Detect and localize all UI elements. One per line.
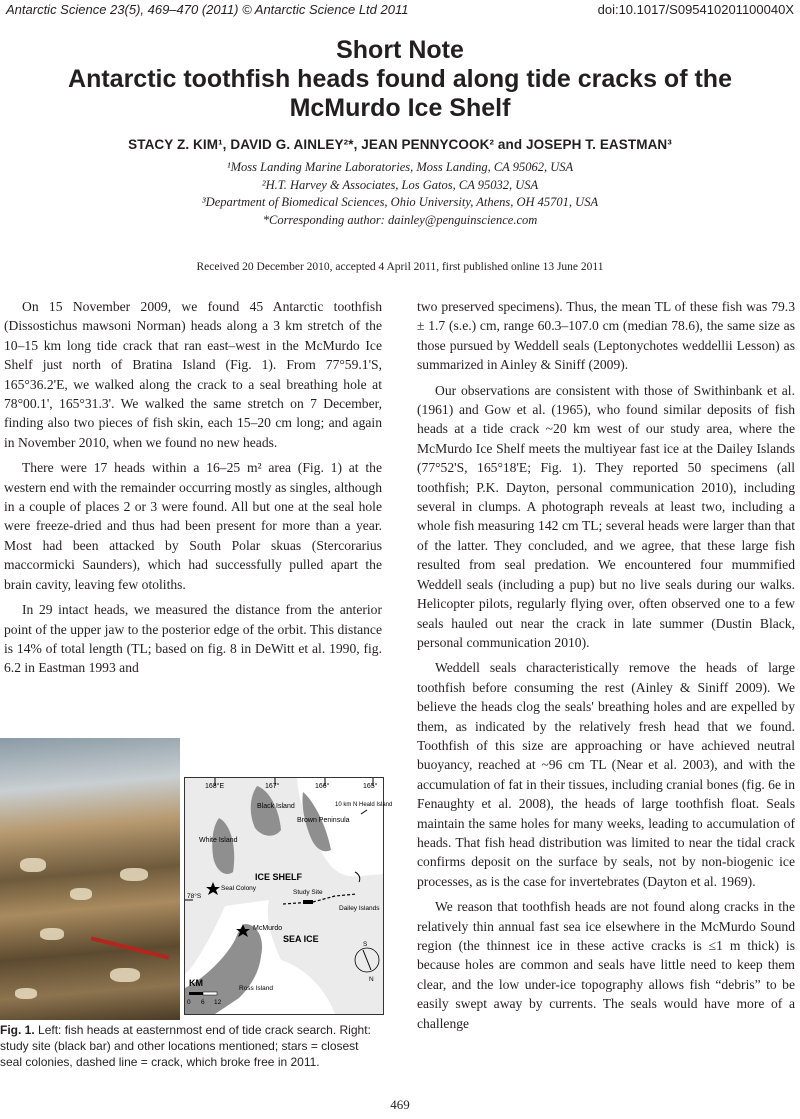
figure-caption-text: Left: fish heads at easternmost end of tide crack search. Right: study site (black bar) and other locations mentioned; stars = closest seal colonies, dashed line = crack, which broke free in 2011. [0,1023,371,1069]
paragraph: On 15 November 2009, we found 45 Antarctic toothfish (Dissostichus mawsoni Norman) heads along a 3 km stretch of the 10–15 km long tide crack that ran east–west in the McMurdo Ice Shelf just north of Bratina Island (Fig. 1). From 77°59.1'S, 165°36.2'E, we walked along the crack to a seal breathing hole at 78°00.1', 165°31.3'. We walked the same stretch on 7 December, finding also two pieces of fish skin, each 15–20 cm long; and again in November 2010, when we found no new heads. [4,299,382,450]
map-label-lon-166: 166° [315,783,330,790]
figure-caption [0,1022,382,1070]
page-number: 469 [390,1097,410,1112]
study-site-bar [303,900,313,904]
body-column-left [4,297,382,678]
compass-label-s: S [363,941,368,948]
map-label-seal-colony: Seal Colony [221,885,257,892]
map-label-study-site: Study Site [293,889,323,896]
body-column-right [417,297,795,1033]
map-label-white-island: White Island [199,837,238,844]
article-title-line1: Antarctic toothfish heads found along tide cracks of the [68,65,732,93]
map-label-brown-peninsula: Brown Peninsula [297,817,350,824]
map-scale-title: KM [189,978,203,988]
map-scale-tick-6: 6 [201,999,205,1006]
running-head-doi: doi:10.1017/S095410201100040X [597,2,794,17]
measuring-rod [91,936,170,959]
map-label-lon-165: 165° [363,783,378,790]
compass-label-n: N [369,976,374,983]
map-label-ross-island: Ross Island [239,985,273,992]
fish-head-shape [20,858,46,872]
figure-caption-label: Fig. 1. [0,1023,35,1037]
fish-head-shape [40,928,64,940]
map-label-ice-shelf: ICE SHELF [255,872,303,882]
fish-heads-photo [0,738,180,1020]
affiliation-1: ¹Moss Landing Marine Laboratories, Moss Landing, CA 95062, USA [226,160,574,174]
map-scale-tick-0: 0 [187,999,191,1006]
study-site-map [184,777,393,1015]
map-label-mcmurdo: McMurdo [253,925,283,932]
map-label-heald-island: 10 km N Heald Island [335,802,393,808]
received-dates: Received 20 December 2010, accepted 4 April 2011, first published online 13 June 2011 [196,261,604,273]
map-label-sea-ice: SEA ICE [283,934,319,944]
fish-head-shape [70,888,92,900]
map-graphic [185,778,393,1014]
fish-head-shape [110,968,140,982]
paragraph: Our observations are consistent with those of Swithinbank et al. (1961) and Gow et al. (1965), who found similar deposits of fish heads at a tide crack ~20 km west of our study area, where the McMurdo Ice Shelf meets the multiyear fast ice at the Dailey Islands (77°52'S, 165°18'E; Fig. 1). They reported 50 specimens (all toothfish; P.K. Dayton, personal communication 2010), including several in clumps. A photograph reveals at least two, including a whole fish measuring 142 cm TL; several heads were larger than that of the latter. They concluded, and we agree, that these large fish resulted from seal predation. We encountered four mummified Weddell seals (including a pup) but no live seals during our walks. Helicopter pilots, regularly flying over, often observed one to a few seals hauled out near the crack in late summer (Dustin Black, personal communication 2010). [417,382,795,650]
fish-head-shape [15,988,37,999]
map-label-black-island: Black Island [257,803,295,810]
map-label-lon-168: 168°E [205,783,225,790]
affiliation-2: ²H.T. Harvey & Associates, Los Gatos, CA 95032, USA [261,178,539,192]
running-head-left: Antarctic Science 23(5), 469–470 (2011) © Antarctic Science Ltd 2011 [6,2,409,17]
affiliation-3: ³Department of Biomedical Sciences, Ohio University, Athens, OH 45701, USA [201,195,599,209]
paragraph: Weddell seals characteristically remove the heads of large toothfish before consuming the rest (Ainley & Siniff 2009). We believe the heads clog the seals' breathing holes and are expelled by them, as indicated by the relatively fresh head that we found. Toothfish of this size are approaching or have achieved neutral buoyancy, reached at ~96 cm TL (Near et al. 2003), and with the accumulation of fat in their tissues, including cranial bones (fig. 6e in Fenaughty et al. 2008), the heads of large toothfish float. Seals maintain the same holes for many weeks, leading to accumulation of heads. That fish head distribution was limited to near the tidal crack confirms deposit on the surface by seals, not by non-biogenic ice processes, as is the case for invertebrates (Dayton et al. 1969). [417,660,795,889]
paragraph: In 29 intact heads, we measured the distance from the anterior point of the upper jaw to the posterior edge of the orbit. This distance is 14% of total length (TL; based on fig. 8 in DeWitt et al. 1990, fig. 6.2 in Eastman 1993 and [4,602,382,676]
map-scale-tick-12: 12 [214,999,222,1006]
paragraph: We reason that toothfish heads are not found along cracks in the relatively thin annual fast sea ice elsewhere in the McMurdo Sound region (the thinnest ice in these active cracks is ≤1 m thick) is because holes are common and seals have little need to keep them clear, and the low under-ice topography allows fish “debris” to be easily swept away by currents. The seals would have more of a challenge [417,899,795,1031]
paragraph: two preserved specimens). Thus, the mean TL of these fish was 79.3 ± 1.7 (s.e.) cm, range 60.3–107.0 cm (median 78.6), the same size as those pursued by Weddell seals (Leptonychotes weddellii Lesson) as summarized in Ainley & Siniff (2009). [417,299,795,373]
map-label-lat-78s: 78°S [187,893,202,900]
article-title-line2: McMurdo Ice Shelf [289,94,511,122]
author-list: STACY Z. KIM¹, DAVID G. AINLEY²*, JEAN PENNYCOOK² and JOSEPH T. EASTMAN³ [128,137,672,152]
map-label-lon-167: 167° [265,783,280,790]
corresponding-author: *Corresponding author: dainley@penguinscience.com [262,213,538,227]
map-label-dailey-islands: Dailey Islands [339,905,380,912]
fish-head-shape [120,868,148,881]
paragraph: There were 17 heads within a 16–25 m² area (Fig. 1) at the western end with the remainder occurring mostly as singles, although in a couple of places 2 or 3 were found. All but one at the seal hole were freeze-dried and thus had been present for more than a year. Most had been attacked by South Polar skuas (Stercorarius maccormicki Saunders), which had successfully pulled apart the brain cavity, leaving few otoliths. [4,460,382,592]
article-type: Short Note [336,36,464,64]
